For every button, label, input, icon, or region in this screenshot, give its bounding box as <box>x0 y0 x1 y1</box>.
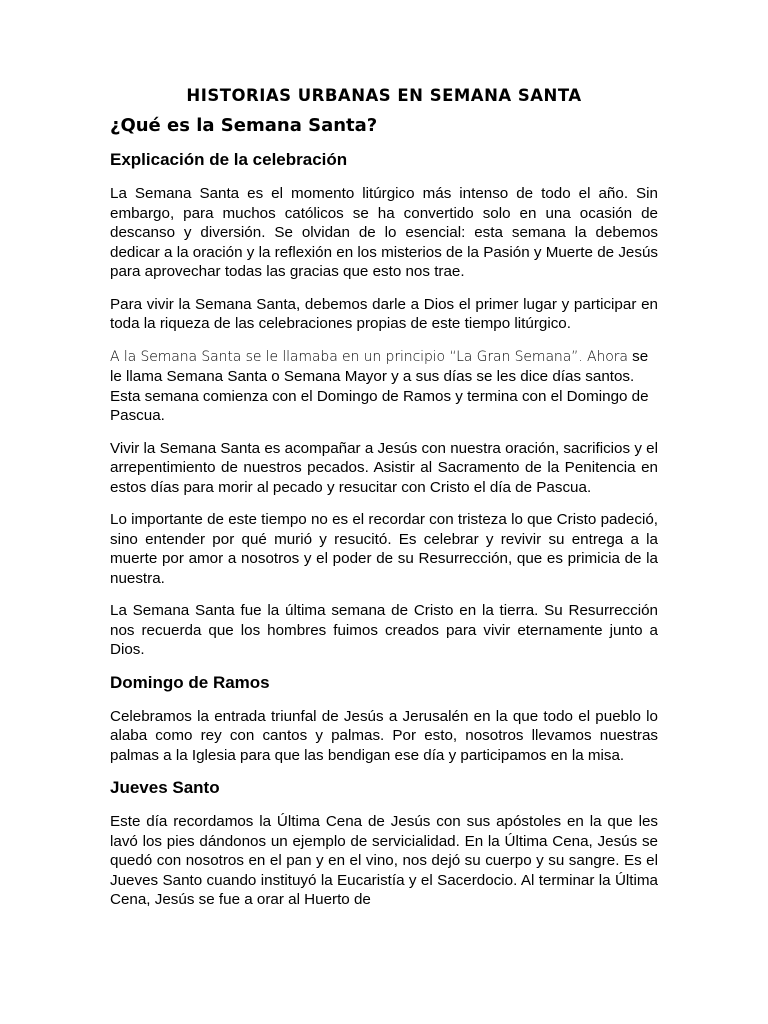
gran-semana-first-line: A la Semana Santa se le llamaba en un principio “La Gran Semana”. Ahora <box>110 348 628 365</box>
heading-domingo-ramos: Domingo de Ramos <box>110 672 270 692</box>
paragraph-vivir: Vivir la Semana Santa es acompañar a Jesús con nuestra oración, sacrificios y el arrepentimiento de nuestros pecados. Asistir al Sacramento de la Penitencia en estos días para morir al pecado y resucitar con Cristo el día de Pascua. <box>110 439 658 496</box>
document-title: HISTORIAS URBANAS EN SEMANA SANTA <box>186 86 582 105</box>
heading-jueves-santo: Jueves Santo <box>110 778 220 797</box>
paragraph-ultima-semana: La Semana Santa fue la última semana de Cristo en la tierra. Su Resurrección nos recuerda que los hombres fuimos creados para vivir eternamente junto a Dios. <box>110 602 658 658</box>
heading-explicacion: Explicación de la celebración <box>110 150 348 169</box>
paragraph-jueves: Este día recordamos la Última Cena de Jesús con sus apóstoles en la que les lavó los pies dándonos un ejemplo de servicialidad. En la Última Cena, Jesús se quedó con nosotros en el pan y en el vino, nos dejó su cuerpo y su sangre. Es el Jueves Santo cuando instituyó la Eucaristía y el Sacerdocio. Al terminar la Última Cena, Jesús se fue a orar al Huerto de <box>110 813 658 908</box>
section-jueves-santo <box>110 778 658 910</box>
paragraph-importante: Lo importante de este tiempo no es el recordar con tristeza lo que Cristo padeció, sino entender por qué murió y resucitó. Es celebrar y revivir su entrega a la muerte por amor a nosotros y el poder de su Resurrección, que es primicia de la nuestra. <box>110 511 658 587</box>
gran-semana-rest: se le llama Semana Santa o Semana Mayor y a sus días se les dice días santos. Esta semana comienza con el Domingo de Ramos y termina con el Domingo de Pascua. <box>110 347 649 424</box>
paragraph-gran-semana <box>110 347 658 426</box>
paragraph-intro-1: La Semana Santa es el momento litúrgico más intenso de todo el año. Sin embargo, para muchos católicos se ha convertido solo en una ocasión de descanso y diversión. Se olvidan de lo esencial: esta semana la debemos dedicar a la oración y la reflexión en los misterios de la Pasión y Muerte de Jesús para aprovechar todas las gracias que esto nos trae. <box>110 185 658 280</box>
paragraph-intro-2: Para vivir la Semana Santa, debemos darle a Dios el primer lugar y participar en toda la riqueza de las celebraciones propias de este tiempo litúrgico. <box>110 295 658 332</box>
section-domingo-ramos <box>110 673 658 766</box>
heading-que-es: ¿Qué es la Semana Santa? <box>110 115 378 136</box>
paragraph-ramos: Celebramos la entrada triunfal de Jesús a Jerusalén en la que todo el pueblo lo alaba como rey con cantos y palmas. Por esto, nosotros llevamos nuestras palmas a la Iglesia para que las bendigan ese día y participamos en la misa. <box>110 707 658 764</box>
